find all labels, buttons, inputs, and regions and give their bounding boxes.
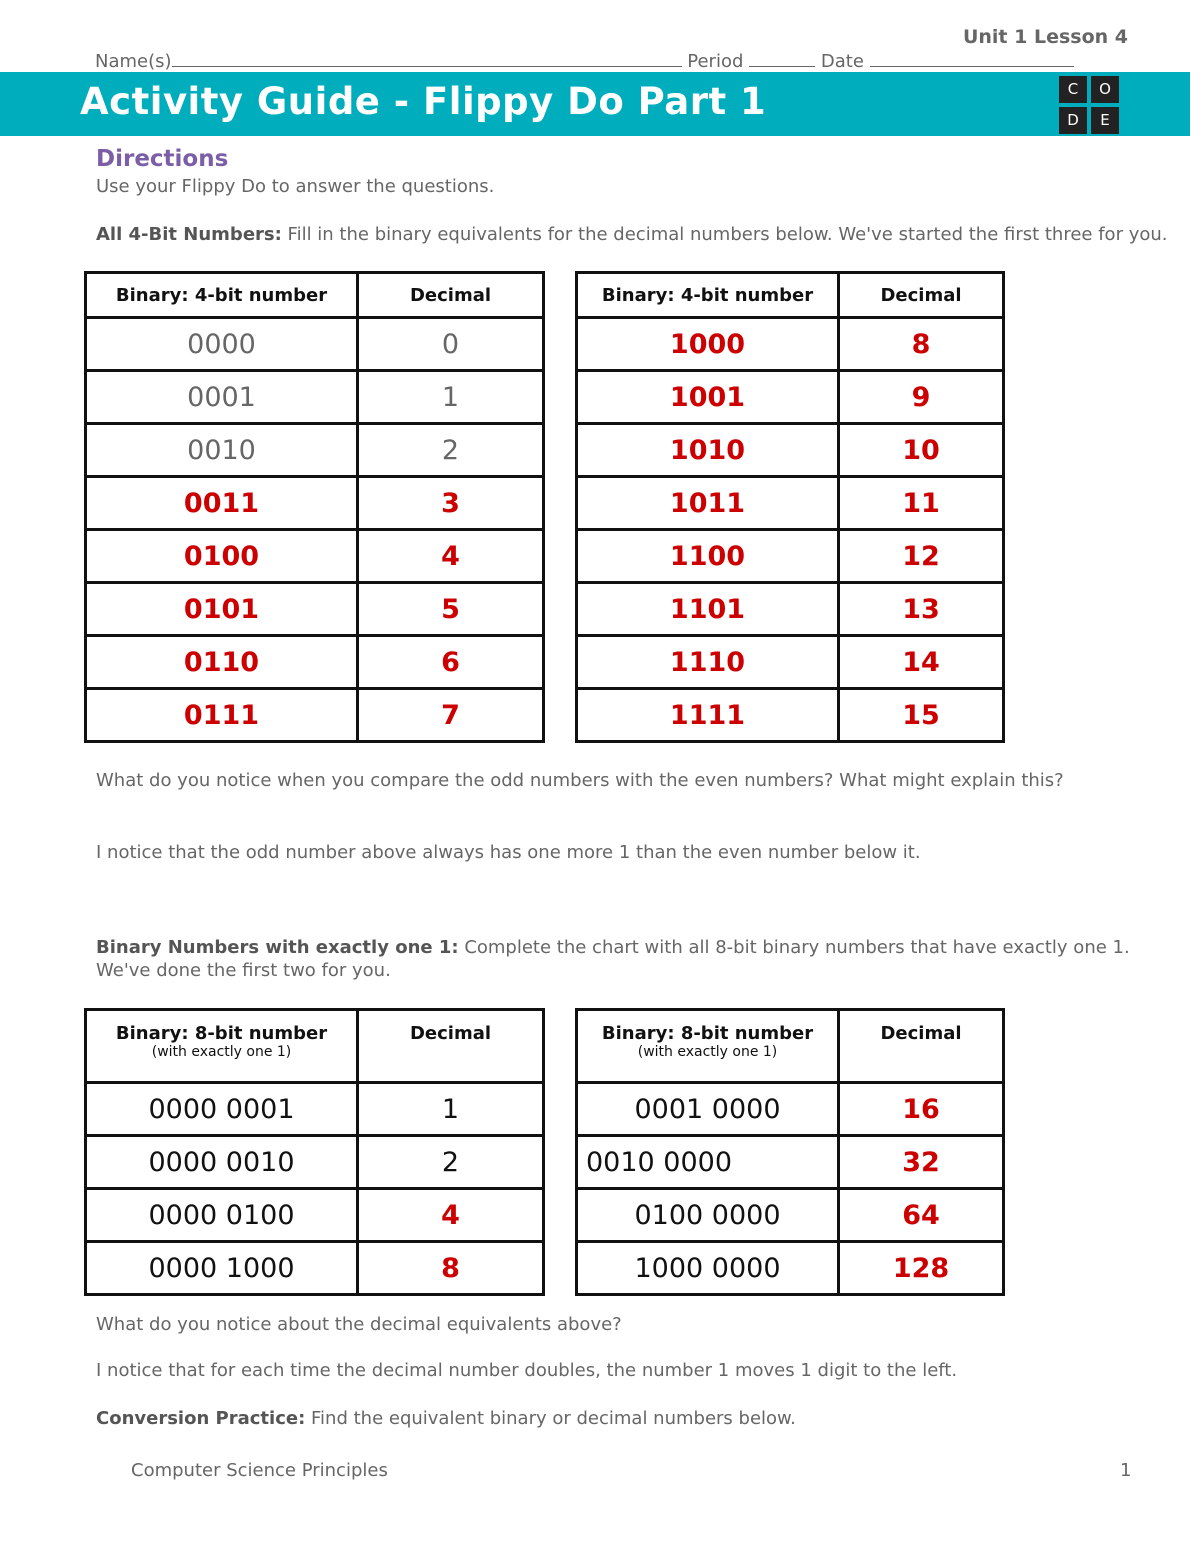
binary-cell[interactable]: 1000 0000 bbox=[577, 1242, 839, 1295]
binary-cell[interactable]: 0001 0000 bbox=[577, 1083, 839, 1136]
decimal-cell[interactable]: 5 bbox=[358, 583, 544, 636]
section1-instructions bbox=[96, 224, 1168, 245]
table-row bbox=[577, 477, 1004, 530]
table-row bbox=[577, 583, 1004, 636]
binary-cell[interactable]: 0000 1000 bbox=[86, 1242, 358, 1295]
table-row bbox=[86, 371, 544, 424]
decimal-column-header: Decimal bbox=[839, 273, 1004, 318]
section1-instructions-text: Fill in the binary equivalents for the decimal numbers below. We've started the first three for you. bbox=[281, 224, 1168, 245]
section2-answer: I notice that for each time the decimal number doubles, the number 1 moves 1 digit to the left. bbox=[96, 1360, 958, 1381]
section2-question: What do you notice about the decimal equivalents above? bbox=[96, 1314, 622, 1335]
decimal-cell[interactable]: 15 bbox=[839, 689, 1004, 742]
binary-cell[interactable]: 1000 bbox=[577, 318, 839, 371]
table-row bbox=[86, 1242, 544, 1295]
table-row bbox=[86, 424, 544, 477]
section2-instructions-text: Complete the chart with all 8-bit binary numbers that have exactly one 1. bbox=[458, 937, 1130, 958]
binary-header-title: Binary: 8-bit number bbox=[601, 1023, 814, 1044]
directions-text: Use your Flippy Do to answer the questions. bbox=[96, 176, 495, 197]
binary-cell[interactable]: 0101 bbox=[86, 583, 358, 636]
binary-cell[interactable]: 0010 0000 bbox=[577, 1136, 839, 1189]
binary-cell[interactable]: 0000 0010 bbox=[86, 1136, 358, 1189]
table-row bbox=[577, 636, 1004, 689]
decimal-column-header: Decimal bbox=[358, 1010, 544, 1083]
binary-cell[interactable]: 0000 0100 bbox=[86, 1189, 358, 1242]
eight-bit-table-left bbox=[84, 1008, 545, 1296]
table-row bbox=[577, 689, 1004, 742]
table-row bbox=[86, 1136, 544, 1189]
decimal-cell[interactable]: 13 bbox=[839, 583, 1004, 636]
binary-cell[interactable]: 0001 bbox=[86, 371, 358, 424]
section3-instructions bbox=[96, 1408, 796, 1429]
logo-letter-e: E bbox=[1091, 107, 1119, 134]
decimal-cell[interactable]: 4 bbox=[358, 1189, 544, 1242]
four-bit-table-right bbox=[575, 271, 1005, 743]
binary-cell[interactable]: 0100 0000 bbox=[577, 1189, 839, 1242]
table-row bbox=[86, 689, 544, 742]
logo-letter-c: C bbox=[1059, 76, 1087, 103]
page-number: 1 bbox=[1120, 1460, 1132, 1481]
code-logo bbox=[1057, 73, 1121, 135]
table-row bbox=[577, 1189, 1004, 1242]
table-row bbox=[86, 530, 544, 583]
table-row bbox=[577, 1242, 1004, 1295]
section1-answer: I notice that the odd number above always has one more 1 than the even number below it. bbox=[96, 842, 921, 863]
decimal-column-header: Decimal bbox=[358, 273, 544, 318]
table-row bbox=[577, 1136, 1004, 1189]
decimal-cell[interactable]: 7 bbox=[358, 689, 544, 742]
table-row bbox=[86, 583, 544, 636]
decimal-cell[interactable]: 4 bbox=[358, 530, 544, 583]
decimal-cell[interactable]: 9 bbox=[839, 371, 1004, 424]
decimal-cell[interactable]: 14 bbox=[839, 636, 1004, 689]
decimal-cell[interactable]: 12 bbox=[839, 530, 1004, 583]
table-row bbox=[577, 530, 1004, 583]
binary-cell[interactable]: 0000 bbox=[86, 318, 358, 371]
decimal-cell[interactable]: 1 bbox=[358, 371, 544, 424]
footer-course: Computer Science Principles bbox=[131, 1460, 388, 1481]
table-row bbox=[86, 636, 544, 689]
binary-cell[interactable]: 1010 bbox=[577, 424, 839, 477]
section1-question: What do you notice when you compare the odd numbers with the even numbers? What might explain this? bbox=[96, 770, 1064, 791]
binary-header-subtitle: (with exactly one 1) bbox=[637, 1044, 778, 1060]
unit-lesson-label: Unit 1 Lesson 4 bbox=[962, 26, 1128, 48]
binary-column-header: Binary: 4-bit number bbox=[577, 273, 839, 318]
binary-cell[interactable]: 1100 bbox=[577, 530, 839, 583]
section2-instructions bbox=[96, 937, 1130, 958]
section1-label: All 4-Bit Numbers: bbox=[96, 224, 282, 245]
section2-instructions-line2: We've done the first two for you. bbox=[96, 960, 391, 981]
binary-cell[interactable]: 0010 bbox=[86, 424, 358, 477]
binary-cell[interactable]: 1111 bbox=[577, 689, 839, 742]
binary-cell[interactable]: 1011 bbox=[577, 477, 839, 530]
decimal-cell[interactable]: 2 bbox=[358, 1136, 544, 1189]
name-period-date-line bbox=[95, 48, 1074, 72]
four-bit-table-left bbox=[84, 271, 545, 743]
date-label: Date bbox=[820, 51, 864, 72]
binary-cell[interactable]: 1001 bbox=[577, 371, 839, 424]
section2-label: Binary Numbers with exactly one 1: bbox=[96, 937, 459, 958]
page-title: Activity Guide - Flippy Do Part 1 bbox=[80, 80, 767, 123]
binary-cell[interactable]: 0011 bbox=[86, 477, 358, 530]
decimal-cell[interactable]: 16 bbox=[839, 1083, 1004, 1136]
table-row bbox=[86, 1083, 544, 1136]
decimal-cell[interactable]: 64 bbox=[839, 1189, 1004, 1242]
date-blank[interactable] bbox=[870, 48, 1074, 67]
decimal-column-header: Decimal bbox=[839, 1010, 1004, 1083]
decimal-cell[interactable]: 128 bbox=[839, 1242, 1004, 1295]
binary-column-header bbox=[577, 1010, 839, 1083]
decimal-cell[interactable]: 2 bbox=[358, 424, 544, 477]
logo-letter-d: D bbox=[1059, 107, 1087, 134]
decimal-cell[interactable]: 3 bbox=[358, 477, 544, 530]
name-label: Name(s) bbox=[95, 51, 172, 72]
binary-cell[interactable]: 0111 bbox=[86, 689, 358, 742]
period-label: Period bbox=[687, 51, 744, 72]
binary-cell[interactable]: 0110 bbox=[86, 636, 358, 689]
binary-column-header bbox=[86, 1010, 358, 1083]
section3-label: Conversion Practice: bbox=[96, 1408, 306, 1429]
binary-cell[interactable]: 1101 bbox=[577, 583, 839, 636]
eight-bit-table-right bbox=[575, 1008, 1005, 1296]
table-row bbox=[86, 1189, 544, 1242]
table-row bbox=[86, 318, 544, 371]
directions-heading: Directions bbox=[96, 146, 229, 172]
logo-letter-o: O bbox=[1091, 76, 1119, 103]
table-row bbox=[577, 424, 1004, 477]
table-row bbox=[577, 371, 1004, 424]
binary-cell[interactable]: 1110 bbox=[577, 636, 839, 689]
decimal-cell[interactable]: 10 bbox=[839, 424, 1004, 477]
table-row bbox=[577, 1083, 1004, 1136]
table-row bbox=[577, 318, 1004, 371]
decimal-cell[interactable]: 8 bbox=[358, 1242, 544, 1295]
decimal-cell[interactable]: 6 bbox=[358, 636, 544, 689]
decimal-cell[interactable]: 1 bbox=[358, 1083, 544, 1136]
binary-cell[interactable]: 0000 0001 bbox=[86, 1083, 358, 1136]
binary-cell[interactable]: 0100 bbox=[86, 530, 358, 583]
decimal-cell[interactable]: 8 bbox=[839, 318, 1004, 371]
decimal-cell[interactable]: 0 bbox=[358, 318, 544, 371]
table-row bbox=[86, 477, 544, 530]
decimal-cell[interactable]: 32 bbox=[839, 1136, 1004, 1189]
decimal-cell[interactable]: 11 bbox=[839, 477, 1004, 530]
period-blank[interactable] bbox=[749, 48, 815, 67]
name-blank[interactable] bbox=[172, 48, 682, 67]
binary-header-title: Binary: 8-bit number bbox=[115, 1023, 328, 1044]
binary-column-header: Binary: 4-bit number bbox=[86, 273, 358, 318]
section3-instructions-text: Find the equivalent binary or decimal numbers below. bbox=[305, 1408, 796, 1429]
binary-header-subtitle: (with exactly one 1) bbox=[151, 1044, 292, 1060]
